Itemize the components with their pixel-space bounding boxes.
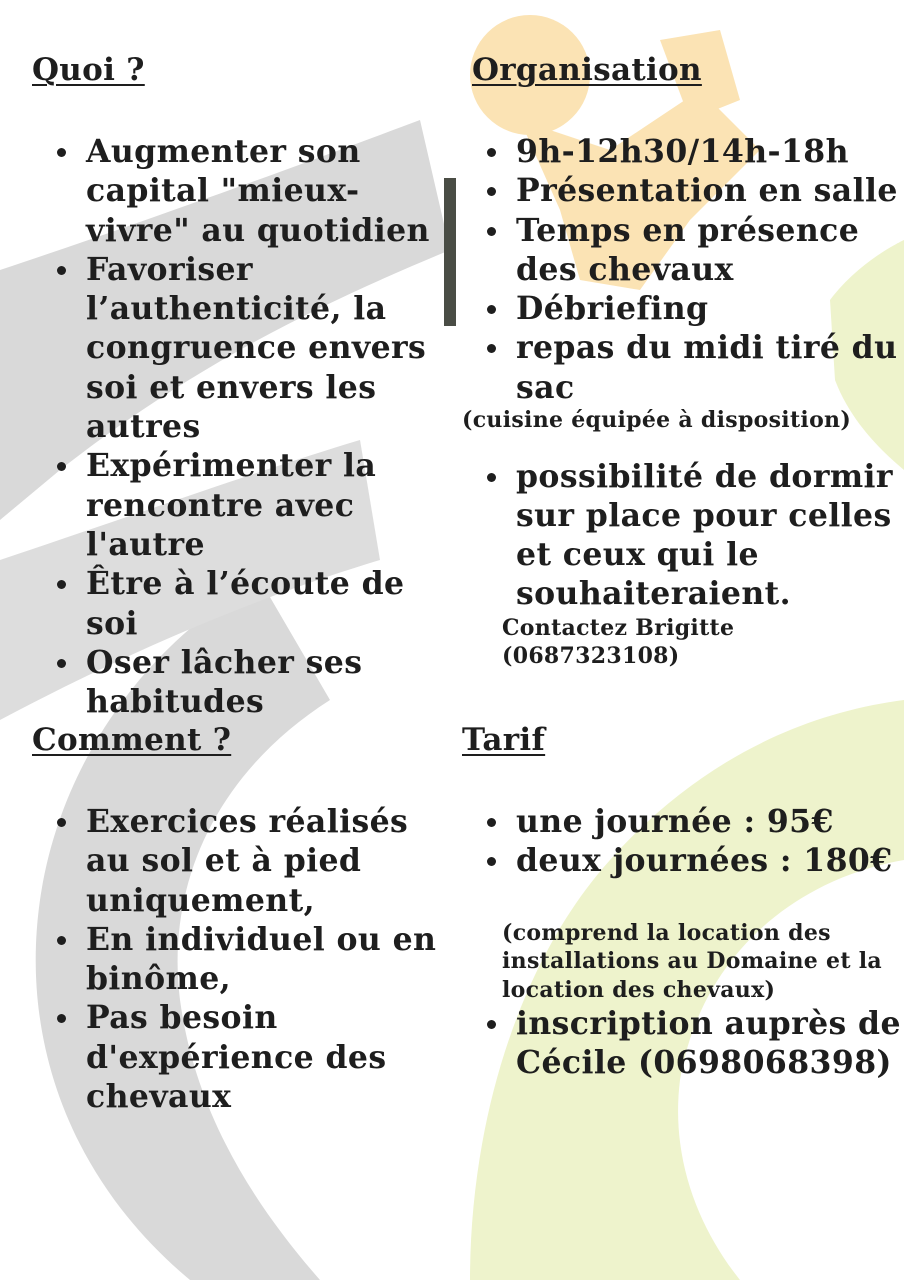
list-item: Être à l’écoute de soi [32, 564, 462, 643]
quoi-heading: Quoi ? [32, 52, 145, 88]
list-item: repas du midi tiré du sac [462, 328, 902, 407]
quoi-section [32, 52, 462, 721]
list-item: Présentation en salle [462, 171, 902, 210]
list-item: une journée : 95€ [462, 802, 902, 841]
list-item: Oser lâcher ses habitudes [32, 643, 462, 722]
comment-heading: Comment ? [32, 722, 232, 758]
registration-list [462, 1004, 902, 1083]
tarif-section [462, 722, 902, 1083]
list-item: 9h-12h30/14h-18h [462, 132, 902, 171]
list-item: En individuel ou en binôme, [32, 920, 462, 999]
list-item: inscription auprès de Cécile (0698068398) [462, 1004, 902, 1083]
quoi-list [32, 132, 462, 721]
tarif-list [462, 802, 902, 881]
list-item: Augmenter son capital "mieux-vivre" au quotidien [32, 132, 462, 250]
comment-list [32, 802, 462, 1116]
list-item: Exercices réalisés au sol et à pied uniquement, [32, 802, 462, 920]
kitchen-note: (cuisine équipée à disposition) [462, 407, 852, 434]
tarif-heading: Tarif [462, 722, 546, 758]
list-item: Temps en présence des chevaux [462, 211, 902, 290]
list-item: possibilité de dormir sur place pour celles et ceux qui le souhaiteraient. [462, 457, 902, 614]
sleep-list [462, 457, 902, 614]
list-item: Expérimenter la rencontre avec l'autre [32, 446, 462, 564]
list-item: Favoriser l’authenticité, la congruence envers soi et envers les autres [32, 250, 462, 446]
list-item: Débriefing [462, 289, 902, 328]
organisation-list [462, 132, 902, 407]
contact-line-2: (0687323108) [502, 643, 680, 670]
organisation-heading: Organisation [472, 52, 702, 88]
includes-note: (comprend la location des installations au Domaine et la location des chevaux) [502, 919, 882, 1003]
contact-line-1: Contactez Brigitte [502, 614, 735, 641]
list-item: deux journées : 180€ [462, 841, 902, 880]
organisation-section [462, 52, 902, 671]
comment-section [32, 722, 462, 1116]
list-item: Pas besoin d'expérience des chevaux [32, 998, 462, 1116]
